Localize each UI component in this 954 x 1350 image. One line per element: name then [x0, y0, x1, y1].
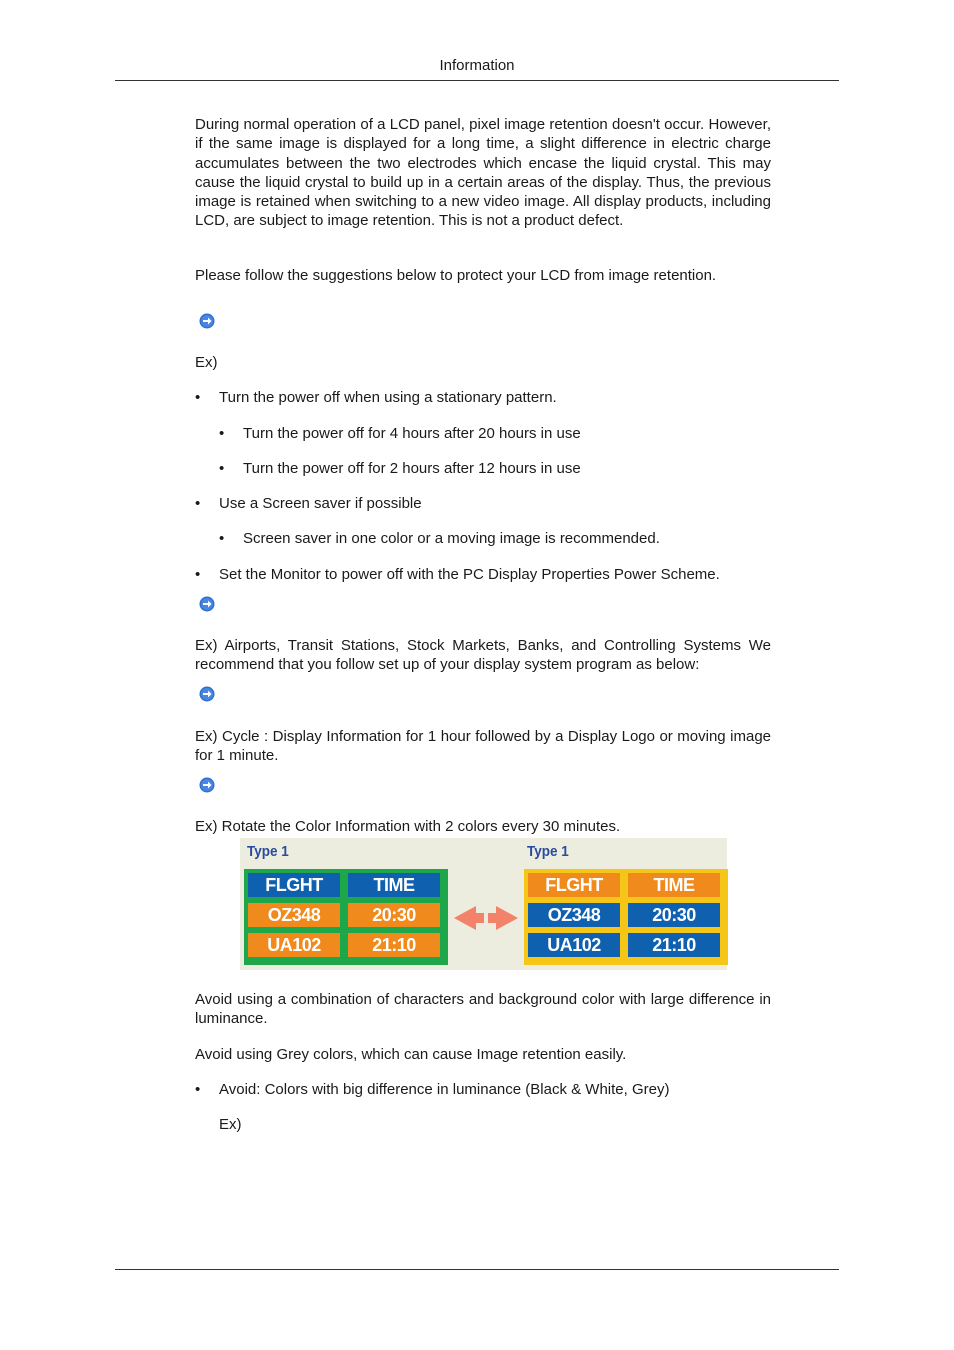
- list-item-text: Screen saver in one color or a moving image is recommended.: [243, 530, 660, 547]
- bullet-dot: •: [195, 1081, 201, 1098]
- header-rule: [115, 80, 839, 81]
- bullet-dot: •: [219, 425, 225, 442]
- board-cell: 20:30: [348, 903, 440, 927]
- example-paragraph: Ex) Cycle : Display Information for 1 hour followed by a Display Logo or moving image for 1 minute.: [195, 728, 771, 765]
- list-item-text: Avoid: Colors with big difference in luminance (Black & White, Grey): [219, 1081, 670, 1098]
- bullet-dot: •: [195, 389, 201, 406]
- luminance-paragraph: Avoid using a combination of characters and background color with large difference in luminance.: [195, 991, 771, 1028]
- arrow-right-icon: [199, 313, 215, 329]
- list-item-text: Set the Monitor to power off with the PC Display Properties Power Scheme.: [219, 566, 720, 583]
- suggestion-paragraph: Please follow the suggestions below to protect your LCD from image retention.: [195, 267, 717, 284]
- example-paragraph: Ex) Airports, Transit Stations, Stock Markets, Banks, and Controlling Systems We recommend that you follow set up of your display system program as below:: [195, 637, 771, 674]
- bullet-dot: •: [195, 495, 201, 512]
- swap-arrows-icon: [454, 904, 518, 932]
- board-cell: UA102: [248, 933, 340, 957]
- arrow-right-icon: [199, 777, 215, 793]
- flight-board-right: [524, 869, 728, 965]
- list-item-text: Turn the power off for 2 hours after 12 hours in use: [243, 460, 581, 477]
- board-cell: 20:30: [628, 903, 720, 927]
- example-label: Ex): [195, 354, 218, 371]
- example-label: Ex): [219, 1116, 242, 1133]
- board-cell: FLGHT: [528, 873, 620, 897]
- intro-paragraph: During normal operation of a LCD panel, pixel image retention doesn't occur. However, if the same image is displayed for a long time, a slight difference in electric charge accumulates between the two electrodes which encase the liquid crystal. This may cause the liquid crystal to build up in a certain areas of the display. Thus, the previous image is retained when switching to a new video image. All display products, including LCD, are subject to image retention. This is not a product defect.: [195, 116, 771, 230]
- figure-label-right: Type 1: [527, 843, 569, 860]
- board-cell: OZ348: [528, 903, 620, 927]
- arrow-right-icon: [199, 686, 215, 702]
- list-item-text: Turn the power off for 4 hours after 20 hours in use: [243, 425, 581, 442]
- list-item-text: Use a Screen saver if possible: [219, 495, 422, 512]
- board-cell: UA102: [528, 933, 620, 957]
- footer-rule: [115, 1269, 839, 1270]
- list-item-text: Turn the power off when using a stationary pattern.: [219, 389, 557, 406]
- flight-board-left: [244, 869, 448, 965]
- page-header: Information: [439, 57, 515, 74]
- bullet-dot: •: [195, 566, 201, 583]
- example-paragraph: Ex) Rotate the Color Information with 2 colors every 30 minutes.: [195, 818, 621, 835]
- bullet-dot: •: [219, 460, 225, 477]
- bullet-dot: •: [219, 530, 225, 547]
- board-cell: FLGHT: [248, 873, 340, 897]
- board-cell: TIME: [628, 873, 720, 897]
- board-cell: 21:10: [628, 933, 720, 957]
- board-cell: TIME: [348, 873, 440, 897]
- arrow-right-icon: [199, 596, 215, 612]
- board-cell: 21:10: [348, 933, 440, 957]
- figure-label-left: Type 1: [247, 843, 289, 860]
- color-rotation-figure: [240, 838, 727, 970]
- grey-paragraph: Avoid using Grey colors, which can cause Image retention easily.: [195, 1046, 627, 1063]
- board-cell: OZ348: [248, 903, 340, 927]
